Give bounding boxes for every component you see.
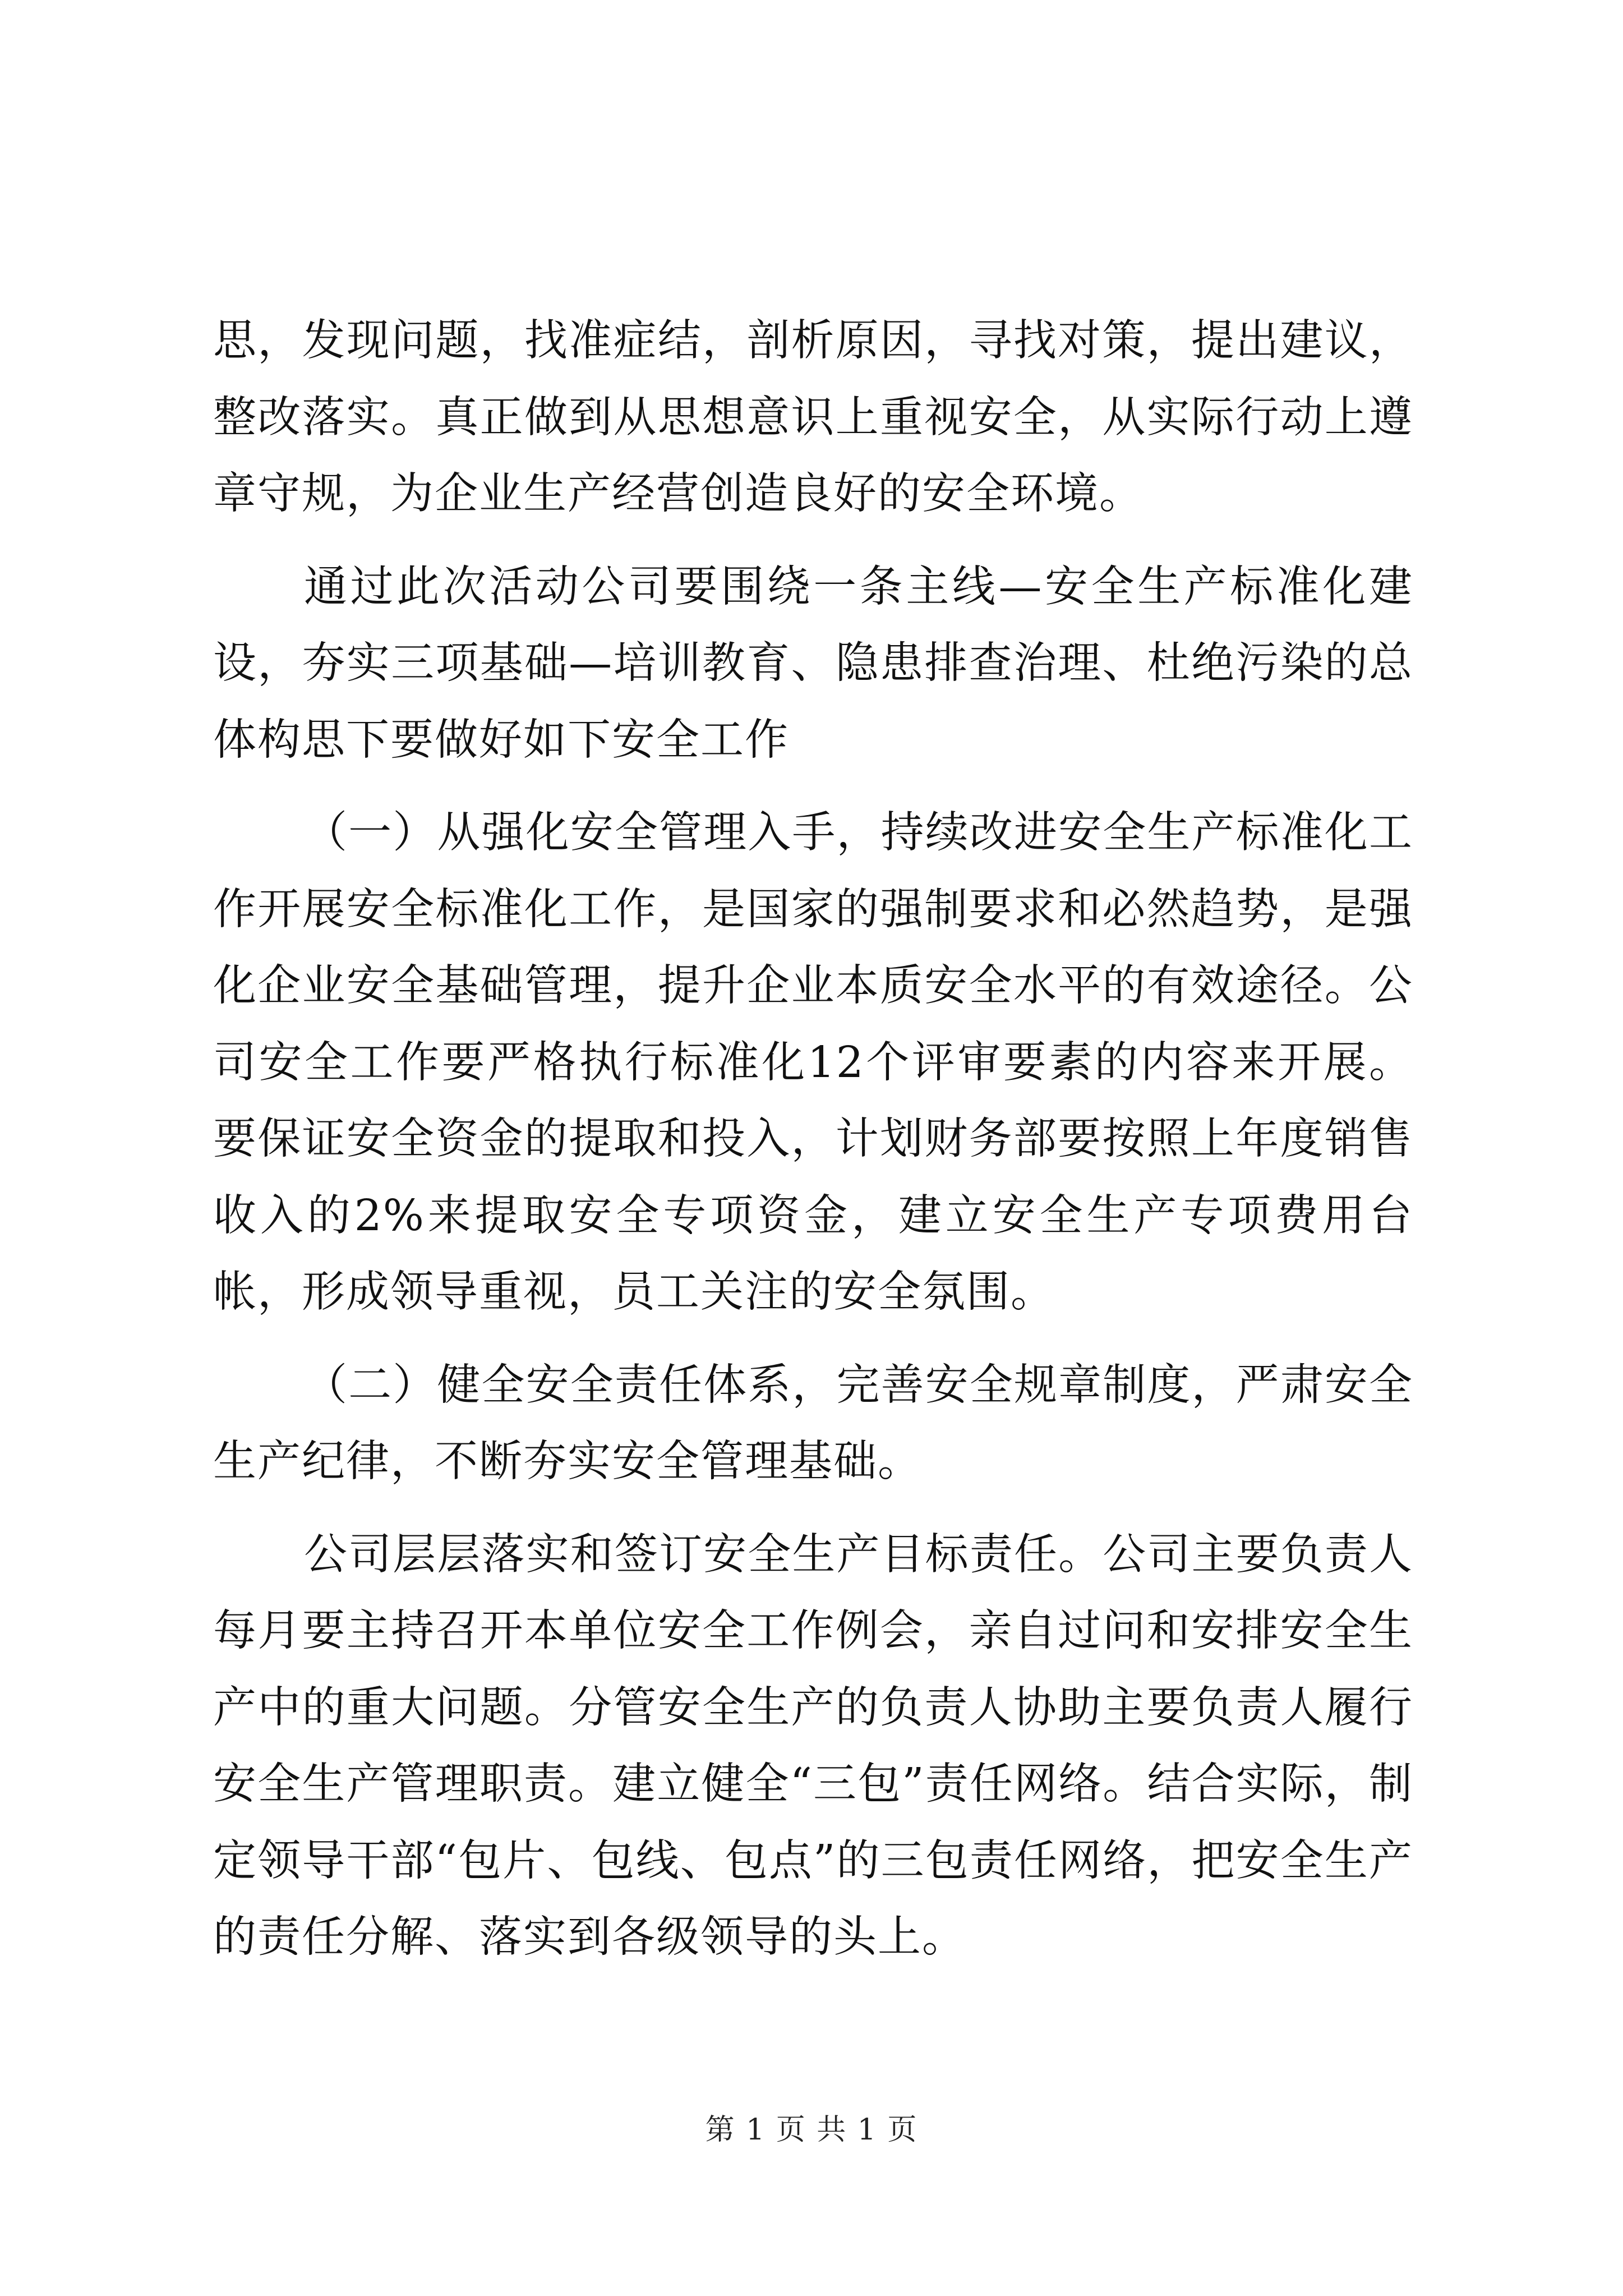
paragraph-section-two-heading: （二）健全安全责任体系，完善安全规章制度，严肃安全生产纪律，不断夯实安全管理基础。 [213, 1360, 1413, 1487]
paragraph-main-line: 通过此次活动公司要围绕一条主线—安全生产标准化建设，夯实三项基础—培训教育、隐患排查治理、杜绝污染的总体构思下要做好如下安全工作 [213, 562, 1413, 765]
paragraph-responsibility: 公司层层落实和签订安全生产目标责任。公司主要负责人每月要主持召开本单位安全工作例会，亲自过问和安排安全生产中的重大问题。分管安全生产的负责人协助主要负责人履行安全生产管理职责。建立健全“三包”责任网络。结合实际，制定领导干部“包片、包线、包点”的三包责任网络，把安全生产的责任分解、落实到各级领导的头上。 [213, 1529, 1413, 1962]
paragraph-section-one: （一）从强化安全管理入手，持续改进安全生产标准化工作开展安全标准化工作，是国家的强制要求和必然趋势，是强化企业安全基础管理，提升企业本质安全水平的有效途径。公司安全工作要严格执行标准化12个评审要素的内容来开展。要保证安全资金的提取和投入，计划财务部要按照上年度销售收入的2%来提取安全专项资金，建立安全生产专项费用台帐，形成领导重视，员工关注的安全氛围。 [213, 808, 1413, 1317]
page-number-footer: 第 1 页 共 1 页 [705, 2113, 918, 2147]
document-body [213, 303, 1413, 1976]
paragraph-continuation: 思，发现问题，找准症结，剖析原因，寻找对策，提出建议，整改落实。真正做到从思想意识上重视安全，从实际行动上遵章守规，为企业生产经营创造良好的安全环境。 [213, 316, 1413, 519]
